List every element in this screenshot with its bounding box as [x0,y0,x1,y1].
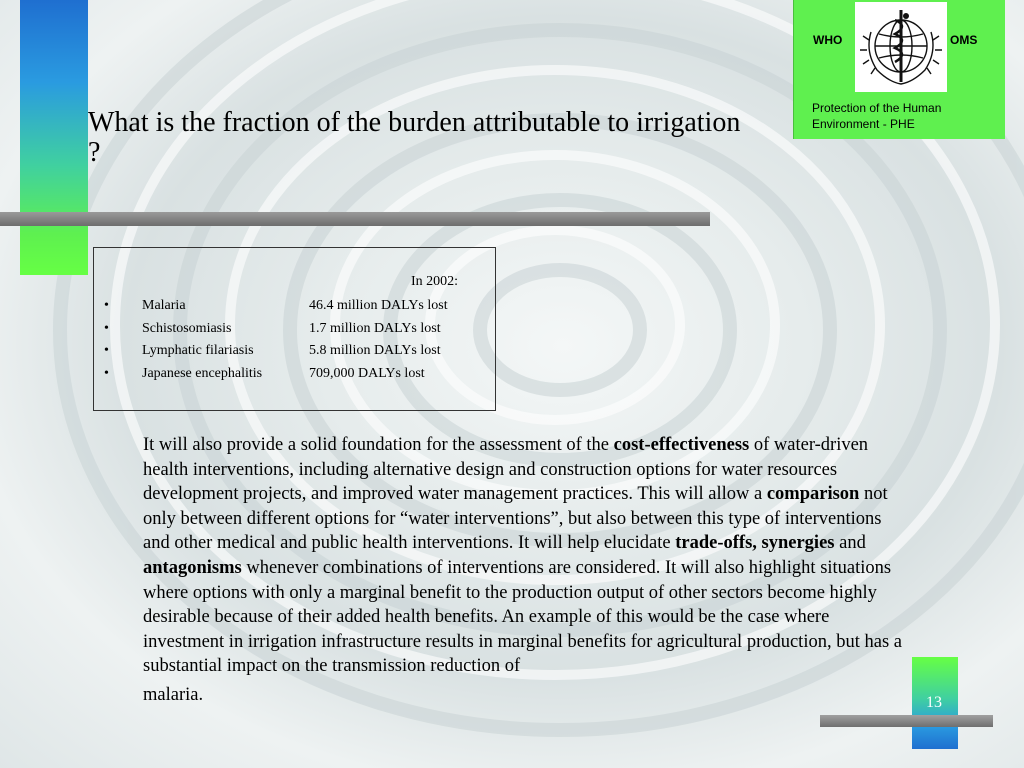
bullet: • [104,365,109,381]
emphasis-comparison: comparison [766,484,860,505]
bullet: • [104,298,109,313]
body-text-end: malaria. [143,684,204,705]
disease-name: Japanese encephalitis [142,365,263,381]
emphasis-trade-offs-synergies: trade-offs, synergies [675,533,835,554]
emphasis-cost-effectiveness: cost-effectiveness [613,435,750,455]
emphasis-antagonisms: antagonisms [143,557,242,578]
bullet: • [104,343,109,358]
daly-value: 709,000 DALYs lost [309,365,425,381]
body-text: It will also provide a solid foundation for the assessment of the [143,435,614,455]
left-accent-bar [20,0,88,275]
who-label: WHO [813,33,843,47]
body-paragraph [143,433,903,708]
daly-value: 1.7 million DALYs lost [309,320,441,336]
bullet: • [104,320,109,336]
slide-title: What is the fraction of the burden attributable to irrigation ? [88,107,741,168]
page-number: 13 [926,694,942,711]
body-text: whenever combinations of interventions are considered. It will also highlight situations where options with only a marginal benefit to the production output of other sectors become highly desirable because of their added health benefits. An example of this would be the case where investment in irrigation infrastructure results in marginal benefits for agricultural production, but has a substantial impact on the transmission reduction of [143,557,902,677]
body-text: and [834,533,866,554]
oms-label: OMS [950,33,978,47]
footer-divider-bar [820,715,993,727]
body-text: not only between different options for “water interventions”, but also between this type of interventions and other medical and public health interventions. It will help elucidate [143,484,888,554]
who-emblem-icon [855,2,947,92]
disease-name: Lymphatic filariasis [142,343,254,358]
daly-value: 5.8 million DALYs lost [309,343,441,358]
body-text: of water-driven health interventions, including alternative design and construction options for water resources development projects, and improved water management practices. This will allow a [143,435,869,505]
daly-value: 46.4 million DALYs lost [309,298,448,313]
disease-name: Schistosomiasis [142,320,232,336]
title-divider-bar [0,212,710,226]
year-label: In 2002: [411,274,459,289]
disease-name: Malaria [142,298,186,313]
department-label: Protection of the Human Environment - PHE [812,101,942,131]
